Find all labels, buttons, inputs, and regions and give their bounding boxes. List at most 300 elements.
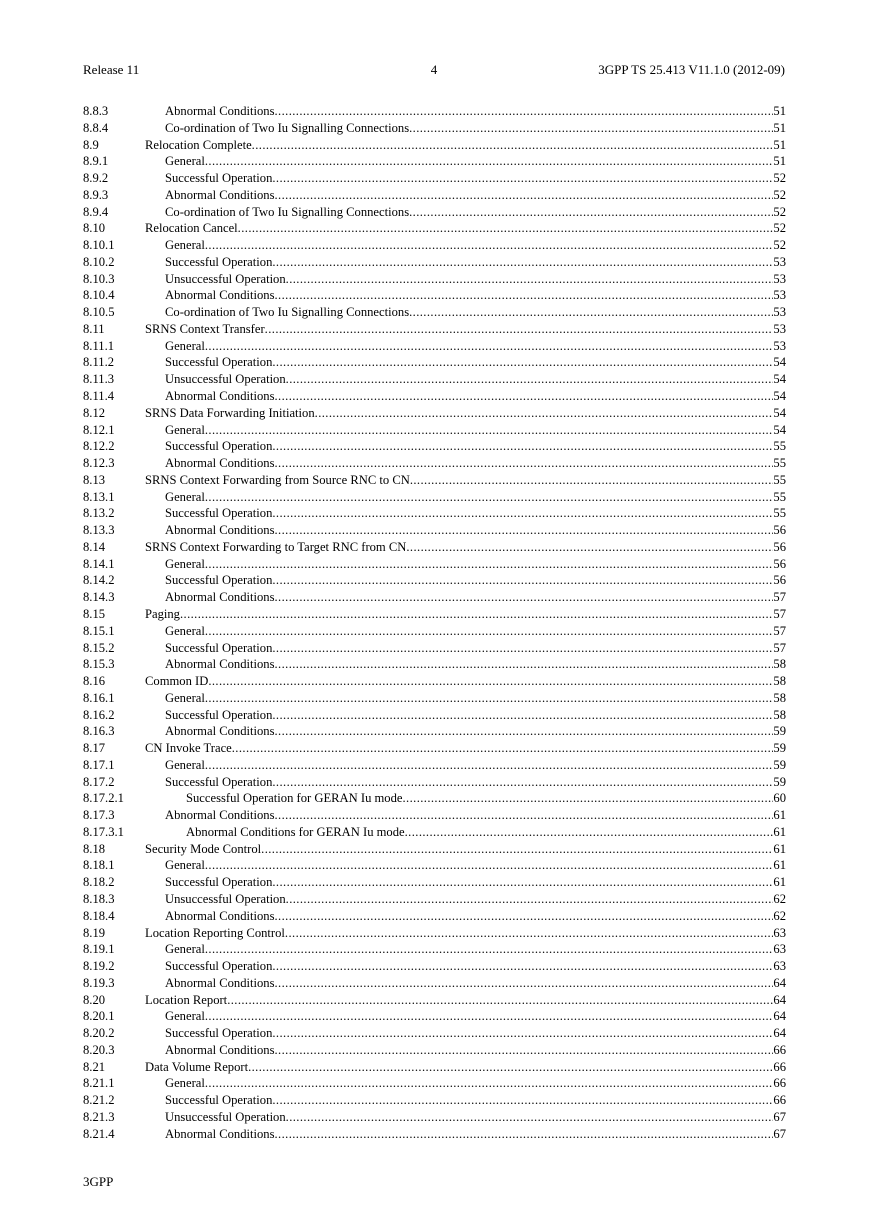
toc-entry[interactable] — [165, 623, 786, 640]
toc-section-number: 8.10.5 — [83, 305, 115, 320]
toc-section-number: 8.13.3 — [83, 523, 115, 538]
toc-row[interactable] — [83, 824, 786, 841]
toc-entry[interactable] — [145, 925, 786, 942]
toc-row[interactable] — [83, 371, 786, 388]
toc-page-number: 58 — [773, 657, 786, 672]
toc-entry[interactable] — [165, 556, 786, 573]
toc-section-title: General — [165, 858, 205, 873]
toc-entry[interactable] — [145, 606, 786, 623]
toc-entry[interactable] — [165, 774, 786, 791]
toc-row[interactable] — [83, 321, 786, 338]
toc-entry[interactable] — [145, 841, 786, 858]
toc-dot-leader — [272, 1092, 773, 1109]
toc-row[interactable] — [83, 992, 786, 1009]
toc-row[interactable] — [83, 438, 786, 455]
toc-section-title: Abnormal Conditions — [165, 1126, 275, 1141]
toc-page-number: 57 — [773, 640, 786, 655]
toc-dot-leader — [405, 824, 774, 841]
toc-row[interactable] — [83, 204, 786, 221]
toc-page-number: 67 — [773, 1126, 786, 1141]
toc-row[interactable] — [83, 220, 786, 237]
toc-dot-leader — [409, 204, 773, 221]
toc-dot-leader — [272, 707, 773, 724]
page-footer: 3GPP — [83, 1174, 114, 1189]
toc-page-number: 55 — [773, 439, 786, 454]
toc-page-number: 66 — [773, 1076, 786, 1091]
toc-entry[interactable] — [165, 237, 786, 254]
toc-section-title: Successful Operation — [165, 171, 273, 186]
toc-page-number: 51 — [773, 120, 786, 135]
toc-section-title: Location Reporting Control — [145, 925, 285, 940]
toc-section-title: Successful Operation — [165, 506, 273, 521]
toc-section-number: 8.12 — [83, 405, 106, 420]
toc-entry[interactable] — [165, 690, 786, 707]
toc-entry[interactable] — [165, 941, 786, 958]
toc-section-title: Abnormal Conditions — [165, 908, 275, 923]
toc-entry[interactable] — [165, 304, 786, 321]
toc-row[interactable] — [83, 287, 786, 304]
toc-row[interactable] — [83, 254, 786, 271]
toc-dot-leader — [272, 505, 773, 522]
toc-row[interactable] — [83, 422, 786, 439]
toc-entry[interactable] — [165, 640, 786, 657]
toc-page-number: 62 — [773, 908, 786, 923]
toc-row[interactable] — [83, 304, 786, 321]
toc-entry[interactable] — [165, 422, 786, 439]
toc-row[interactable] — [83, 707, 786, 724]
toc-section-number: 8.21.4 — [83, 1126, 115, 1141]
toc-entry[interactable] — [165, 120, 786, 137]
toc-row[interactable] — [83, 1059, 786, 1076]
toc-entry[interactable] — [165, 891, 786, 908]
toc-row[interactable] — [83, 1008, 786, 1025]
toc-section-number: 8.14 — [83, 539, 106, 554]
toc-section-title: Successful Operation — [165, 875, 273, 890]
toc-row[interactable] — [83, 556, 786, 573]
toc-section-number: 8.10.3 — [83, 271, 115, 286]
toc-section-number: 8.11.4 — [83, 389, 115, 404]
toc-section-number: 8.17.1 — [83, 757, 115, 772]
toc-entry[interactable] — [165, 757, 786, 774]
toc-row[interactable] — [83, 790, 786, 807]
toc-entry[interactable] — [165, 271, 786, 288]
toc-row[interactable] — [83, 505, 786, 522]
toc-section-number: 8.12.1 — [83, 422, 115, 437]
toc-page-number: 51 — [773, 137, 786, 152]
toc-section-number: 8.9.2 — [83, 171, 109, 186]
toc-row[interactable] — [83, 354, 786, 371]
toc-entry[interactable] — [165, 505, 786, 522]
toc-dot-leader — [315, 405, 774, 422]
toc-page-number: 57 — [773, 590, 786, 605]
toc-section-number: 8.15.2 — [83, 640, 115, 655]
toc-page-number: 61 — [773, 875, 786, 890]
toc-dot-leader — [286, 271, 774, 288]
toc-row[interactable] — [83, 925, 786, 942]
toc-row[interactable] — [83, 187, 786, 204]
toc-section-number: 8.16 — [83, 674, 106, 689]
toc-entry[interactable] — [165, 254, 786, 271]
toc-section-number: 8.9.1 — [83, 154, 109, 169]
toc-row[interactable] — [83, 120, 786, 137]
page-header — [83, 62, 785, 80]
toc-section-number: 8.14.1 — [83, 556, 115, 571]
toc-row[interactable] — [83, 908, 786, 925]
toc-section-number: 8.21 — [83, 1059, 106, 1074]
toc-entry[interactable] — [165, 1025, 786, 1042]
toc-entry[interactable] — [186, 824, 786, 841]
toc-section-title: Successful Operation — [165, 959, 273, 974]
toc-dot-leader — [272, 640, 773, 657]
toc-page-number: 61 — [773, 824, 786, 839]
toc-entry[interactable] — [145, 539, 786, 556]
toc-section-number: 8.18 — [83, 841, 106, 856]
toc-section-title: Successful Operation — [165, 439, 273, 454]
toc-section-title: Co-ordination of Two Iu Signalling Connections — [165, 120, 410, 135]
toc-entry[interactable] — [145, 740, 786, 757]
toc-section-title: Relocation Complete — [145, 137, 252, 152]
toc-section-number: 8.18.3 — [83, 891, 115, 906]
toc-dot-leader — [205, 422, 774, 439]
toc-row[interactable] — [83, 271, 786, 288]
toc-section-number: 8.18.2 — [83, 875, 115, 890]
toc-page-number: 53 — [773, 338, 786, 353]
toc-dot-leader — [409, 304, 773, 321]
toc-section-number: 8.11 — [83, 321, 105, 336]
toc-page-number: 58 — [773, 690, 786, 705]
toc-section-title: Successful Operation — [165, 774, 273, 789]
toc-entry[interactable] — [165, 1126, 786, 1143]
toc-page-number: 64 — [773, 992, 786, 1007]
toc-dot-leader — [275, 908, 774, 925]
toc-row[interactable] — [83, 807, 786, 824]
toc-page-number: 66 — [773, 1042, 786, 1057]
toc-dot-leader — [275, 287, 774, 304]
toc-row[interactable] — [83, 690, 786, 707]
toc-page-number: 52 — [773, 238, 786, 253]
toc-row[interactable] — [83, 1092, 786, 1109]
toc-row[interactable] — [83, 1126, 786, 1143]
toc-page-number: 51 — [773, 154, 786, 169]
toc-entry[interactable] — [165, 438, 786, 455]
toc-dot-leader — [275, 807, 774, 824]
toc-section-number: 8.17.2.1 — [83, 791, 124, 806]
toc-dot-leader — [232, 740, 774, 757]
toc-section-title: Abnormal Conditions — [165, 975, 275, 990]
toc-section-title: General — [165, 556, 205, 571]
toc-section-title: General — [165, 154, 205, 169]
toc-page-number: 59 — [773, 741, 786, 756]
toc-section-number: 8.15.1 — [83, 623, 115, 638]
toc-section-title: Successful Operation — [165, 254, 273, 269]
toc-page-number: 51 — [773, 104, 786, 118]
page-number: 4 — [430, 62, 438, 77]
toc-section-number: 8.11.1 — [83, 338, 115, 353]
toc-dot-leader — [205, 237, 774, 254]
toc-entry[interactable] — [165, 338, 786, 355]
toc-dot-leader — [205, 690, 774, 707]
toc-entry[interactable] — [145, 220, 786, 237]
toc-row[interactable] — [83, 891, 786, 908]
toc-row[interactable] — [83, 489, 786, 506]
toc-section-number: 8.8.3 — [83, 104, 109, 118]
toc-section-title: Abnormal Conditions — [165, 104, 275, 118]
toc-row[interactable] — [83, 623, 786, 640]
toc-entry[interactable] — [165, 723, 786, 740]
toc-dot-leader — [286, 1109, 774, 1126]
toc-page-number: 52 — [773, 221, 786, 236]
toc-entry[interactable] — [165, 204, 786, 221]
toc-row[interactable] — [83, 472, 786, 489]
toc-section-number: 8.19.1 — [83, 942, 115, 957]
toc-page-number: 57 — [773, 606, 786, 621]
toc-entry[interactable] — [165, 1075, 786, 1092]
toc-entry[interactable] — [145, 472, 786, 489]
toc-section-number: 8.9.4 — [83, 204, 109, 219]
toc-page-number: 64 — [773, 1026, 786, 1041]
toc-section-number: 8.17 — [83, 741, 106, 756]
toc-entry[interactable] — [165, 287, 786, 304]
toc-dot-leader — [410, 472, 774, 489]
toc-row[interactable] — [83, 673, 786, 690]
toc-page-number: 56 — [773, 573, 786, 588]
toc-row[interactable] — [83, 606, 786, 623]
toc-page-number: 63 — [773, 942, 786, 957]
toc-row[interactable] — [83, 640, 786, 657]
toc-row[interactable] — [83, 1025, 786, 1042]
toc-dot-leader — [227, 992, 773, 1009]
toc-row[interactable] — [83, 153, 786, 170]
toc-dot-leader — [205, 338, 774, 355]
toc-entry[interactable] — [165, 807, 786, 824]
toc-section-title: General — [165, 757, 205, 772]
toc-entry[interactable] — [165, 187, 786, 204]
toc-row[interactable] — [83, 237, 786, 254]
toc-section-title: SRNS Context Transfer — [145, 321, 265, 336]
toc-entry[interactable] — [165, 522, 786, 539]
toc-dot-leader — [180, 606, 773, 623]
toc-section-title: Unsuccessful Operation — [165, 891, 286, 906]
toc-dot-leader — [205, 556, 774, 573]
toc-entry[interactable] — [165, 908, 786, 925]
toc-section-number: 8.14.2 — [83, 573, 115, 588]
toc-row[interactable] — [83, 1109, 786, 1126]
toc-section-number: 8.16.3 — [83, 724, 115, 739]
toc-entry[interactable] — [165, 874, 786, 891]
toc-section-number: 8.21.3 — [83, 1109, 115, 1124]
toc-section-number: 8.19.3 — [83, 975, 115, 990]
toc-section-title: Abnormal Conditions — [165, 389, 275, 404]
toc-section-number: 8.9.3 — [83, 187, 109, 202]
toc-page-number: 56 — [773, 523, 786, 538]
toc-section-number: 8.15.3 — [83, 657, 115, 672]
toc-page-number: 61 — [773, 808, 786, 823]
toc-row[interactable] — [83, 874, 786, 891]
toc-page-number: 64 — [773, 975, 786, 990]
toc-section-number: 8.13.1 — [83, 489, 115, 504]
toc-entry[interactable] — [165, 103, 786, 120]
toc-section-title: SRNS Context Forwarding to Target RNC from CN — [145, 539, 407, 554]
toc-dot-leader — [275, 723, 774, 740]
toc-entry[interactable] — [165, 153, 786, 170]
toc-entry[interactable] — [165, 388, 786, 405]
toc-section-number: 8.10.2 — [83, 254, 115, 269]
toc-page-number: 61 — [773, 858, 786, 873]
toc-page-number: 55 — [773, 456, 786, 471]
toc-entry[interactable] — [165, 371, 786, 388]
spec-identifier: 3GPP TS 25.413 V11.1.0 (2012-09) — [598, 62, 785, 77]
toc-dot-leader — [205, 857, 774, 874]
toc-section-number: 8.10.4 — [83, 288, 115, 303]
toc-section-title: Successful Operation for GERAN Iu mode — [186, 791, 403, 806]
toc-entry[interactable] — [165, 589, 786, 606]
toc-row[interactable] — [83, 958, 786, 975]
toc-section-title: Abnormal Conditions — [165, 456, 275, 471]
toc-row[interactable] — [83, 841, 786, 858]
toc-section-number: 8.18.4 — [83, 908, 115, 923]
toc-section-number: 8.13.2 — [83, 506, 115, 521]
toc-section-title: General — [165, 942, 205, 957]
toc-entry[interactable] — [165, 707, 786, 724]
toc-section-number: 8.13 — [83, 472, 106, 487]
toc-page-number: 64 — [773, 1009, 786, 1024]
toc-row[interactable] — [83, 857, 786, 874]
toc-entry[interactable] — [145, 405, 786, 422]
toc-section-title: General — [165, 238, 205, 253]
toc-dot-leader — [409, 120, 773, 137]
toc-section-title: Abnormal Conditions — [165, 1042, 275, 1057]
toc-section-title: Successful Operation — [165, 573, 273, 588]
toc-row[interactable] — [83, 656, 786, 673]
toc-dot-leader — [205, 1075, 774, 1092]
toc-section-title: SRNS Data Forwarding Initiation — [145, 405, 315, 420]
toc-page-number: 56 — [773, 556, 786, 571]
toc-section-title: CN Invoke Trace — [145, 741, 232, 756]
toc-entry[interactable] — [165, 1008, 786, 1025]
toc-row[interactable] — [83, 137, 786, 154]
toc-entry[interactable] — [165, 958, 786, 975]
toc-row[interactable] — [83, 522, 786, 539]
toc-row[interactable] — [83, 941, 786, 958]
toc-row[interactable] — [83, 757, 786, 774]
toc-row[interactable] — [83, 723, 786, 740]
toc-section-number: 8.15 — [83, 606, 106, 621]
toc-entry[interactable] — [165, 170, 786, 187]
toc-entry[interactable] — [165, 975, 786, 992]
toc-page-number: 54 — [773, 389, 786, 404]
toc-section-number: 8.14.3 — [83, 590, 115, 605]
toc-section-number: 8.19.2 — [83, 959, 115, 974]
toc-row[interactable] — [83, 975, 786, 992]
toc-section-number: 8.12.2 — [83, 439, 115, 454]
toc-row[interactable] — [83, 589, 786, 606]
toc-entry[interactable] — [165, 354, 786, 371]
toc-entry[interactable] — [145, 673, 786, 690]
toc-dot-leader — [275, 103, 774, 120]
toc-row[interactable] — [83, 1075, 786, 1092]
toc-row[interactable] — [83, 572, 786, 589]
toc-section-title: Unsuccessful Operation — [165, 271, 286, 286]
toc-row[interactable] — [83, 740, 786, 757]
toc-page-number: 59 — [773, 774, 786, 789]
toc-section-number: 8.10 — [83, 221, 106, 236]
toc-dot-leader — [205, 941, 774, 958]
toc-section-number: 8.10.1 — [83, 238, 115, 253]
toc-dot-leader — [272, 354, 773, 371]
toc-section-title: Co-ordination of Two Iu Signalling Connections — [165, 204, 410, 219]
toc-dot-leader — [205, 623, 774, 640]
toc-section-title: SRNS Context Forwarding from Source RNC to CN — [145, 472, 410, 487]
toc-dot-leader — [286, 371, 774, 388]
toc-page-number: 53 — [773, 271, 786, 286]
toc-page-number: 63 — [773, 959, 786, 974]
toc-entry[interactable] — [165, 1042, 786, 1059]
toc-entry[interactable] — [165, 656, 786, 673]
toc-section-title: Common ID — [145, 674, 209, 689]
toc-row[interactable] — [83, 1042, 786, 1059]
toc-page-number: 57 — [773, 623, 786, 638]
toc-section-number: 8.9 — [83, 137, 99, 152]
toc-section-title: Data Volume Report — [145, 1059, 249, 1074]
toc-page-number: 53 — [773, 305, 786, 320]
toc-row[interactable] — [83, 455, 786, 472]
toc-dot-leader — [272, 1025, 773, 1042]
toc-section-title: General — [165, 1009, 205, 1024]
toc-row[interactable] — [83, 170, 786, 187]
toc-section-number: 8.17.2 — [83, 774, 115, 789]
toc-entry[interactable] — [186, 790, 786, 807]
toc-page-number: 59 — [773, 757, 786, 772]
toc-row[interactable] — [83, 539, 786, 556]
toc-entry[interactable] — [145, 1059, 786, 1076]
toc-entry[interactable] — [145, 992, 786, 1009]
toc-row[interactable] — [83, 405, 786, 422]
toc-page-number: 53 — [773, 254, 786, 269]
toc-entry[interactable] — [165, 572, 786, 589]
toc-section-title: General — [165, 489, 205, 504]
toc-section-title: Successful Operation — [165, 640, 273, 655]
toc-section-number: 8.11.2 — [83, 355, 115, 370]
toc-dot-leader — [272, 874, 773, 891]
toc-entry[interactable] — [165, 455, 786, 472]
toc-section-number: 8.21.1 — [83, 1076, 115, 1091]
toc-dot-leader — [208, 673, 773, 690]
toc-entry[interactable] — [165, 1109, 786, 1126]
toc-row[interactable] — [83, 103, 786, 120]
toc-dot-leader — [272, 572, 773, 589]
toc-page-number: 52 — [773, 204, 786, 219]
toc-section-number: 8.20.2 — [83, 1026, 115, 1041]
toc-entry[interactable] — [165, 489, 786, 506]
toc-dot-leader — [275, 589, 774, 606]
toc-entry[interactable] — [165, 857, 786, 874]
toc-dot-leader — [272, 254, 773, 271]
toc-section-number: 8.16.2 — [83, 707, 115, 722]
toc-dot-leader — [286, 891, 774, 908]
toc-dot-leader — [275, 388, 774, 405]
toc-entry[interactable] — [165, 1092, 786, 1109]
toc-page-number: 61 — [773, 841, 786, 856]
toc-row[interactable] — [83, 388, 786, 405]
toc-section-title: Abnormal Conditions — [165, 657, 275, 672]
toc-section-title: General — [165, 338, 205, 353]
toc-entry[interactable] — [145, 137, 786, 154]
toc-page-number: 52 — [773, 187, 786, 202]
toc-row[interactable] — [83, 338, 786, 355]
toc-page-number: 58 — [773, 674, 786, 689]
toc-entry[interactable] — [145, 321, 786, 338]
toc-row[interactable] — [83, 774, 786, 791]
